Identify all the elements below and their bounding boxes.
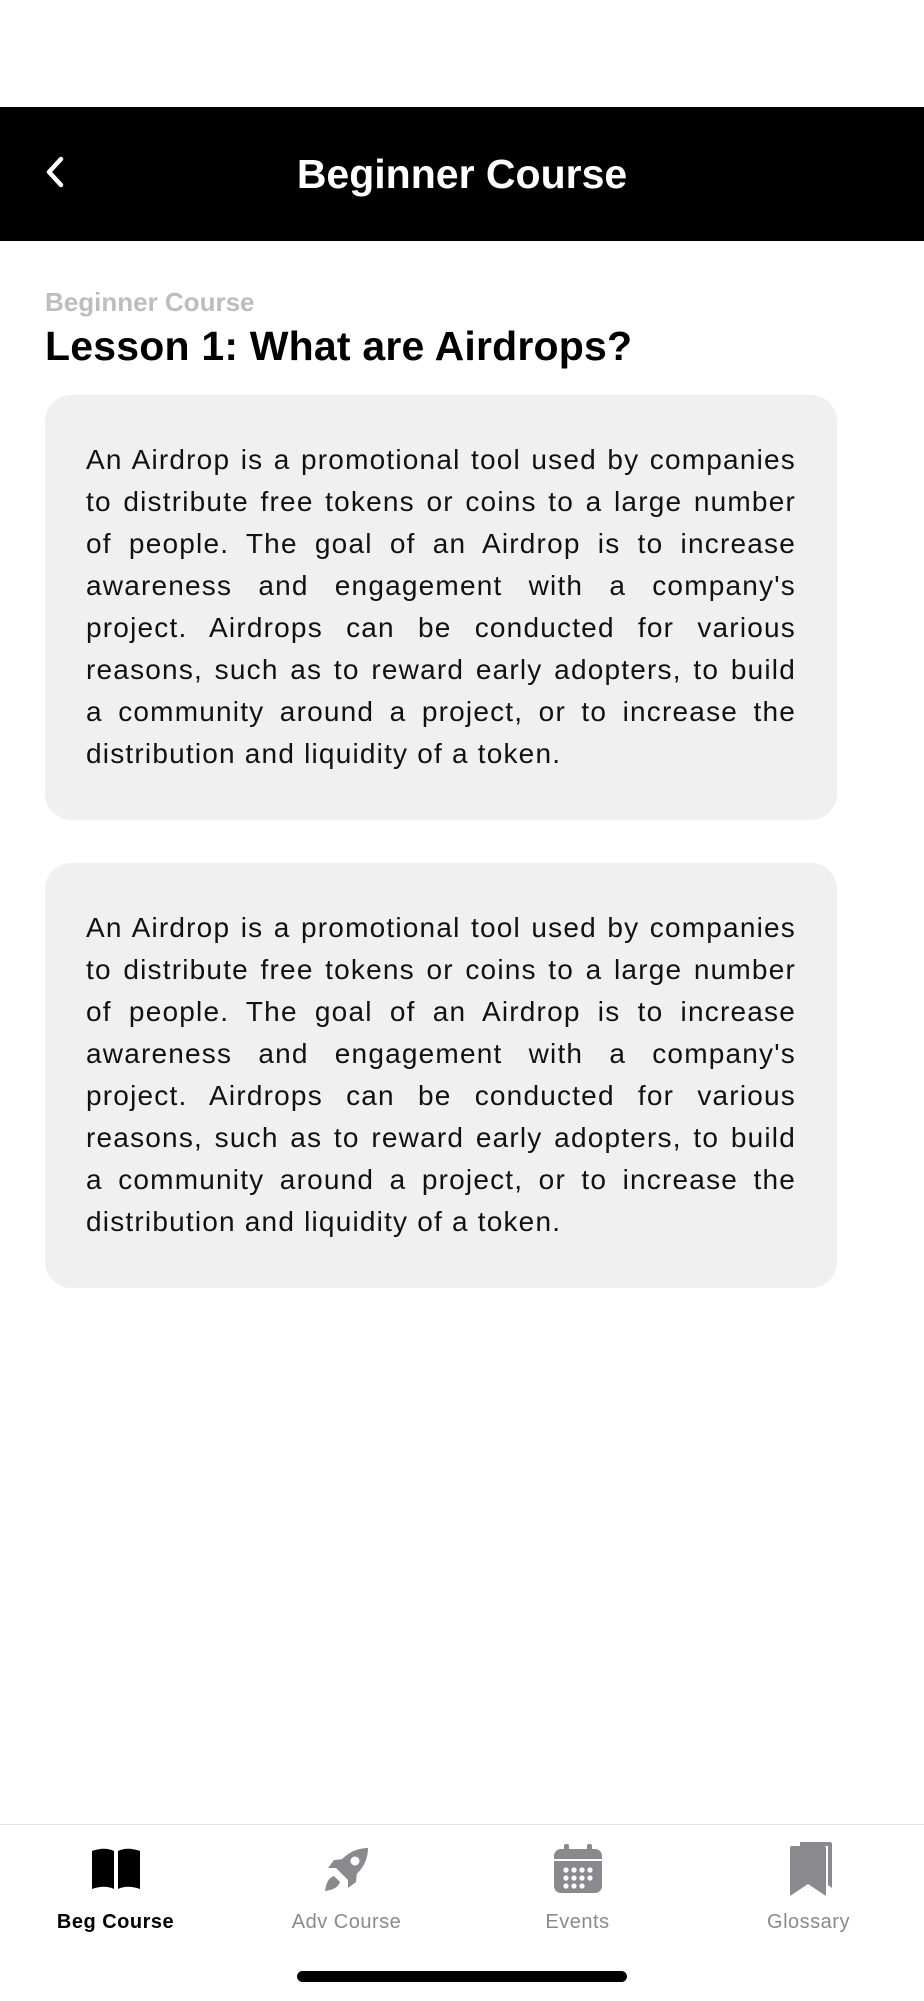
breadcrumb: Beginner Course <box>45 287 255 317</box>
tab-glossary[interactable] <box>693 1839 924 1949</box>
book-icon <box>86 1839 146 1899</box>
back-button[interactable] <box>30 135 80 213</box>
lesson-card-text: An Airdrop is a promotional tool used by companies to distribute free tokens or coins to a large number of people. The goal of an Airdrop is to increase awareness and engagement with a company's project. Airdrops can be conducted for various reasons, such as to reward early adopters, to build a community around a project, or to increase the distribution and liquidity of a token. <box>86 912 796 1237</box>
rocket-icon <box>317 1839 377 1899</box>
page-title: Lesson 1: What are Airdrops? <box>45 323 633 369</box>
tab-events[interactable] <box>462 1839 693 1949</box>
tab-adv-course[interactable] <box>231 1839 462 1949</box>
tab-label: Events <box>545 1911 610 1933</box>
tab-beg-course[interactable] <box>0 1839 231 1949</box>
header-title: Beginner Course <box>296 150 628 197</box>
chevron-left-icon <box>44 155 66 194</box>
tab-label: Beg Course <box>56 1911 175 1933</box>
lesson-card <box>45 395 837 820</box>
nav-header <box>0 107 924 241</box>
tab-label: Glossary <box>767 1911 850 1933</box>
lesson-card <box>45 863 837 1288</box>
calendar-icon <box>548 1839 608 1899</box>
bookmarks-icon <box>779 1839 839 1899</box>
lesson-card-text: An Airdrop is a promotional tool used by companies to distribute free tokens or coins to a large number of people. The goal of an Airdrop is to increase awareness and engagement with a company's project. Airdrops can be conducted for various reasons, such as to reward early adopters, to build a community around a project, or to increase the distribution and liquidity of a token. <box>86 444 796 769</box>
status-bar-area <box>0 0 924 107</box>
tab-label: Adv Course <box>291 1911 402 1933</box>
lesson-content <box>45 285 837 1288</box>
home-indicator[interactable] <box>297 1971 627 1982</box>
